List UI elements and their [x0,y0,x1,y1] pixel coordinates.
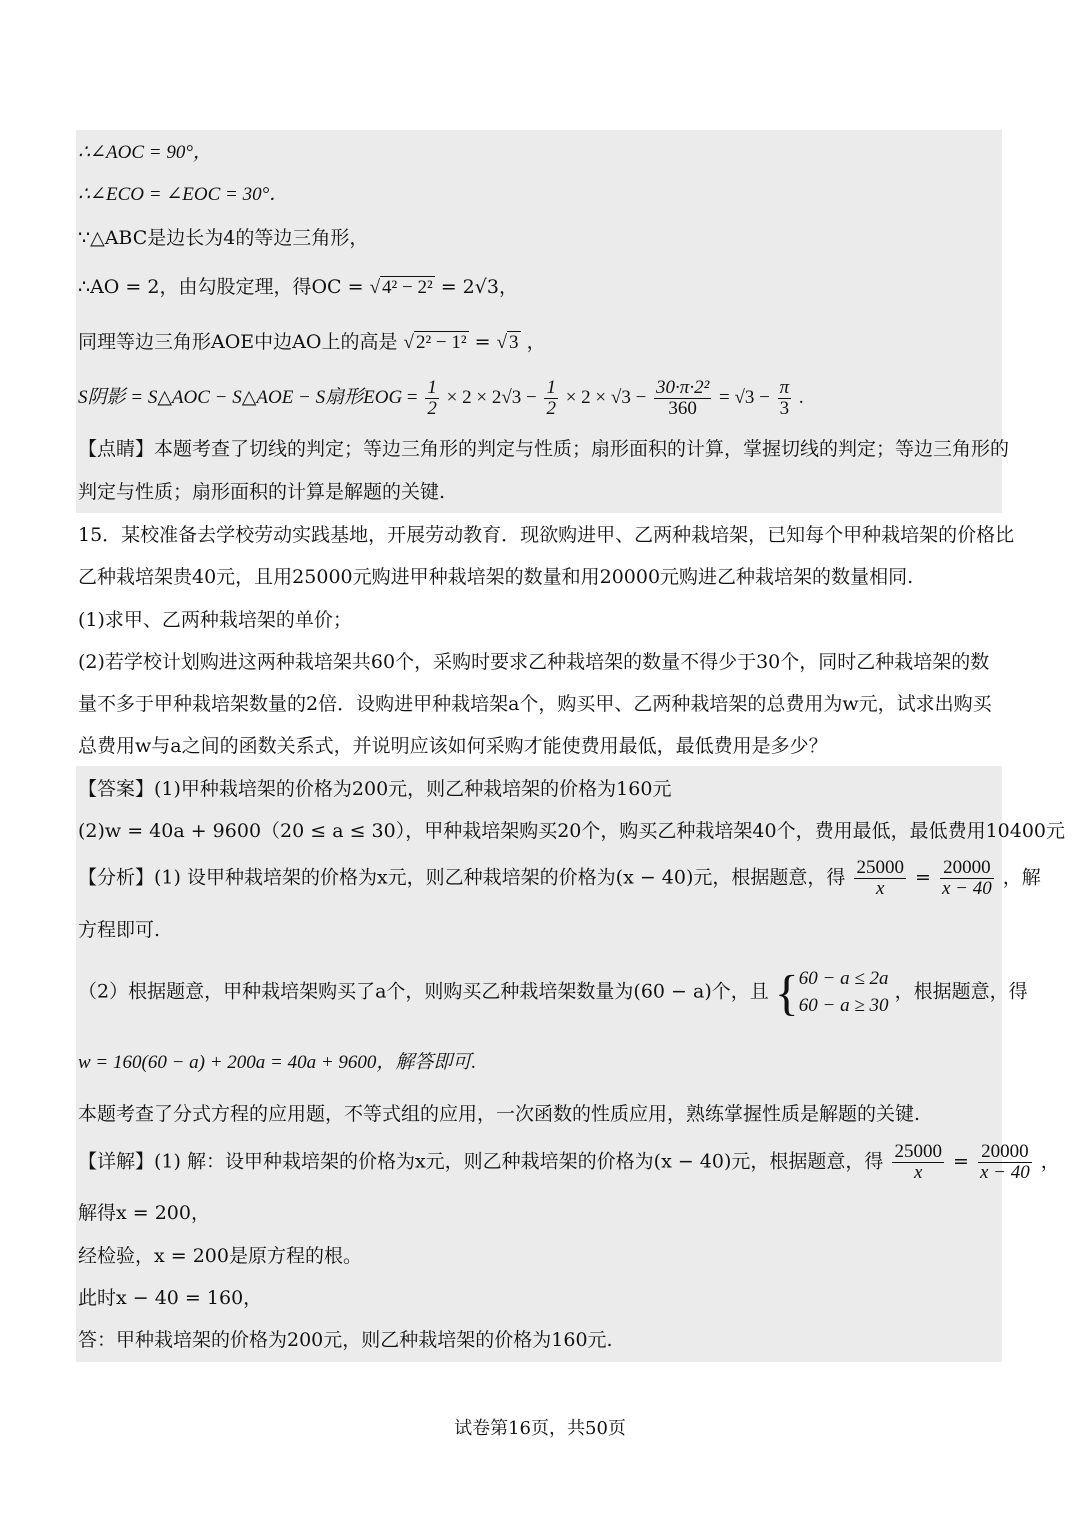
frac-20000-x40-2: $\frac{20000}{x - 40}$ [979,1141,1030,1183]
height-end: ， [526,331,546,353]
detail-text-1: 【详解】(1) 解：设甲种栽培架的价格为x元，则乙种栽培架的价格为(x − 40)元，根据题意，得 [78,1150,884,1173]
line-angle-aoc: ∴∠AOC = 90°， [78,142,212,163]
pythagoras-text: ∴AO = 2，由勾股定理，得OC = [78,276,364,298]
area-term-2: × 2 × √3 − [565,386,647,408]
line-pythagoras [78,276,518,300]
detail-line-5: 答：甲种栽培架的价格为200元，则乙种栽培架的价格为160元. [78,1329,613,1351]
area-term-1: × 2 × 2√3 − [446,386,537,408]
area-lhs: S阴影 = S△AOC − S△AOE − S扇形EOG [78,386,403,408]
sqrt-3: √ 3 [496,332,519,353]
detail-line-3: 经检验，x = 200是原方程的根。 [78,1245,362,1267]
line-dianjing-1: 【点睛】本题考查了切线的判定；等边三角形的判定与性质；扇形面积的计算，掌握切线的判定；等边三角形的 [78,438,1010,460]
area-result: = √3 − [719,386,770,408]
sqrt-oc: √ 4² − 2² [369,277,433,298]
analysis-line-1 [78,858,1041,899]
line-angle-eco: ∴∠ECO = ∠EOC = 30°． [78,184,289,205]
analysis-eq-1: = [914,866,931,889]
problem-line-1: 15．某校准备去学校劳动实践基地，开展劳动教育．现欲购进甲、乙两种栽培架，已知每个甲种栽培架的价格比 [78,524,1015,546]
detail-eq-1: = [952,1150,969,1173]
problem-line-2: 乙种栽培架贵40元，且用25000元购进甲种栽培架的数量和用20000元购进乙种栽培架的数量相同. [78,566,914,588]
frac-half-1: $\frac{1}{2}$ [427,377,437,419]
height-eq: = [474,331,491,353]
detail-line-2: 解得x = 200， [78,1202,210,1224]
analysis-text-1: 【分析】(1) 设甲种栽培架的价格为x元，则乙种栽培架的价格为(x − 40)元，根据题意，得 [78,866,846,889]
analysis-tail-2: ，根据题意，得 [894,980,1028,1003]
detail-line-1 [78,1142,1060,1183]
frac-pi-3: $\frac{\pi}{3}$ [779,377,790,419]
sqrt-height: √ 2² − 1² [403,332,467,353]
answer-line-2: (2)w = 40a + 9600（20 ≤ a ≤ 30），甲种栽培架购买20个，购买乙种栽培架40个，费用最低，最低费用10400元 [78,820,1066,842]
problem-part-2-line-3: 总费用w与a之间的函数关系式，并说明应该如何采购才能使费用最低，最低费用是多少？ [78,735,828,757]
frac-half-2: $\frac{1}{2}$ [546,377,556,419]
analysis-line-3 [78,966,1028,1019]
area-dot: . [798,386,804,408]
problem-part-2-line-2: 量不多于甲种栽培架数量的2倍．设购进甲种栽培架a个，购买甲、乙两种栽培架的总费用为w元，试求出购买 [78,693,992,715]
analysis-line-5: 本题考查了分式方程的应用题，不等式组的应用，一次函数的性质应用，熟练掌握性质是解题的关键. [78,1103,921,1125]
line-dianjing-2: 判定与性质；扇形面积的计算是解题的关键. [78,481,446,503]
area-eq: = [406,386,418,408]
frac-20000-x40: $\frac{20000}{x - 40}$ [941,857,992,899]
inequality-system: {60 − a ≤ 2a 60 − a ≥ 30 [774,964,889,1021]
problem-part-1: (1)求甲、乙两种栽培架的单价； [78,609,352,631]
frac-25000-x: $\frac{25000}{x}$ [856,857,904,899]
problem-part-2-line-1: (2)若学校计划购进这两种栽培架共60个，采购时要求乙种栽培架的数量不得少于30个，同时乙种栽培架的数 [78,651,990,673]
detail-line-4: 此时x − 40 = 160， [78,1287,263,1309]
line-equilateral: ∵△ABC是边长为4的等边三角形， [78,227,369,249]
page-footer: 试卷第16页，共50页 [454,1418,626,1439]
analysis-line-4: w = 160(60 − a) + 200a = 40a + 9600，解答即可. [78,1052,477,1073]
line-area [78,378,804,419]
analysis-tail-1: ，解 [1002,866,1041,889]
analysis-line-2: 方程即可. [78,919,161,941]
frac-25000-x-2: $\frac{25000}{x}$ [894,1141,942,1183]
height-text: 同理等边三角形AOE中边AO上的高是 [78,331,398,353]
pythagoras-result: = 2√3， [440,276,518,298]
analysis-text-2: （2）根据题意，甲种栽培架购买了a个，则购买乙种栽培架数量为(60 − a)个，且 [78,980,769,1003]
answer-line-1: 【答案】(1)甲种栽培架的价格为200元，则乙种栽培架的价格为160元 [78,778,672,800]
frac-sector: $\frac{\text{30·π·2²}}{360}$ [656,377,710,419]
line-height [78,331,546,355]
detail-tail-1: ， [1040,1150,1060,1173]
